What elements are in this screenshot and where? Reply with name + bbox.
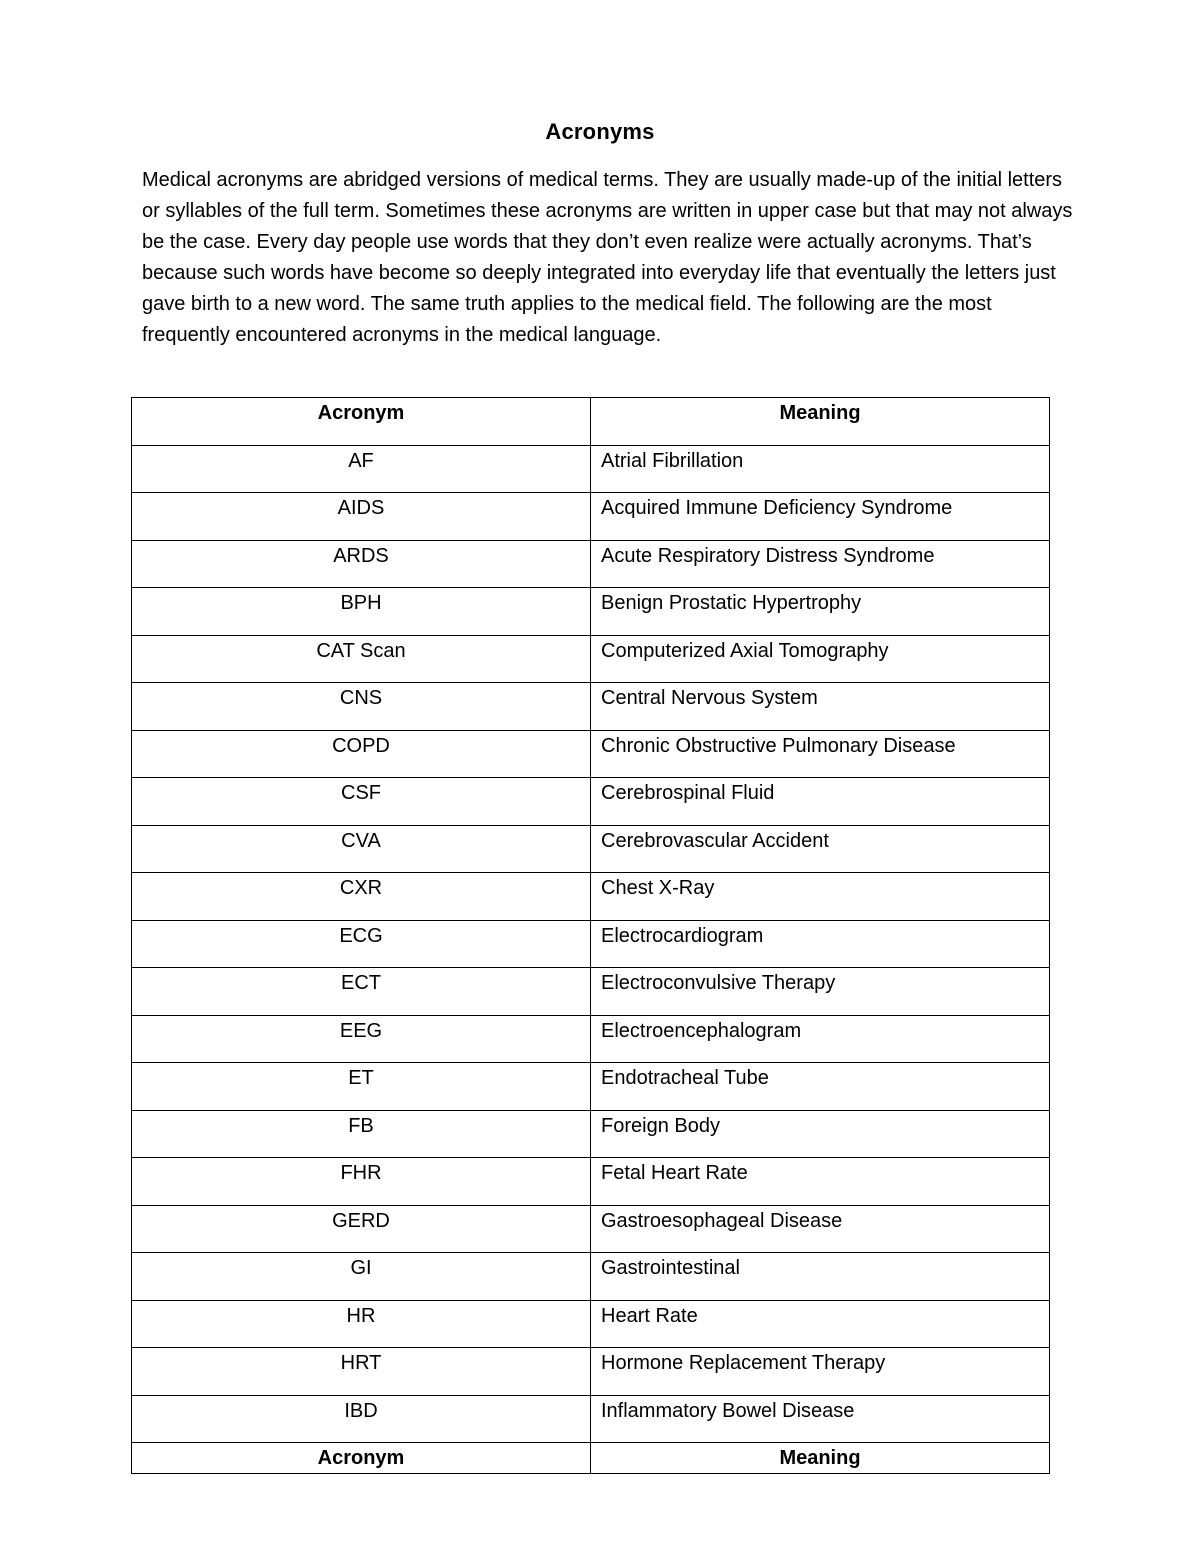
acronym-cell: AF	[132, 445, 591, 493]
meaning-cell: Acute Respiratory Distress Syndrome	[591, 540, 1050, 588]
meaning-cell: Heart Rate	[591, 1300, 1050, 1348]
table-row	[132, 825, 1050, 873]
table-row	[132, 873, 1050, 921]
meaning-cell: Benign Prostatic Hypertrophy	[591, 588, 1050, 636]
acronym-cell: ET	[132, 1063, 591, 1111]
table-row	[132, 968, 1050, 1016]
meaning-cell: Atrial Fibrillation	[591, 445, 1050, 493]
column-header-acronym-repeat: Acronym	[132, 1443, 591, 1474]
meaning-cell: Gastroesophageal Disease	[591, 1205, 1050, 1253]
column-header-acronym: Acronym	[132, 398, 591, 446]
meaning-cell: Foreign Body	[591, 1110, 1050, 1158]
acronym-cell: CNS	[132, 683, 591, 731]
page-title: Acronyms	[545, 119, 655, 144]
meaning-cell: Inflammatory Bowel Disease	[591, 1395, 1050, 1443]
acronym-cell: ECG	[132, 920, 591, 968]
meaning-cell: Fetal Heart Rate	[591, 1158, 1050, 1206]
meaning-cell: Electroconvulsive Therapy	[591, 968, 1050, 1016]
table-row	[132, 588, 1050, 636]
table-header-row	[132, 398, 1050, 446]
acronym-cell: BPH	[132, 588, 591, 636]
table-row	[132, 445, 1050, 493]
table-header-row-repeat	[132, 1443, 1050, 1474]
acronym-cell: FHR	[132, 1158, 591, 1206]
table-row	[132, 778, 1050, 826]
acronym-cell: AIDS	[132, 493, 591, 541]
acronym-cell: CXR	[132, 873, 591, 921]
meaning-cell: Chronic Obstructive Pulmonary Disease	[591, 730, 1050, 778]
table-row	[132, 1015, 1050, 1063]
column-header-meaning-repeat: Meaning	[591, 1443, 1050, 1474]
meaning-cell: Central Nervous System	[591, 683, 1050, 731]
acronym-cell: IBD	[132, 1395, 591, 1443]
acronym-table	[131, 397, 1050, 1474]
acronym-cell: ECT	[132, 968, 591, 1016]
table-row	[132, 1205, 1050, 1253]
acronym-cell: HR	[132, 1300, 591, 1348]
table-row	[132, 1253, 1050, 1301]
table-row	[132, 1110, 1050, 1158]
table-row	[132, 683, 1050, 731]
meaning-cell: Computerized Axial Tomography	[591, 635, 1050, 683]
meaning-cell: Hormone Replacement Therapy	[591, 1348, 1050, 1396]
table-row	[132, 730, 1050, 778]
meaning-cell: Gastrointestinal	[591, 1253, 1050, 1301]
table-row	[132, 1063, 1050, 1111]
table-row	[132, 1395, 1050, 1443]
acronym-cell: HRT	[132, 1348, 591, 1396]
acronym-cell: CSF	[132, 778, 591, 826]
table-row	[132, 920, 1050, 968]
meaning-cell: Endotracheal Tube	[591, 1063, 1050, 1111]
table-row	[132, 540, 1050, 588]
acronym-cell: EEG	[132, 1015, 591, 1063]
intro-paragraph: Medical acronyms are abridged versions of medical terms. They are usually made-up of the initial letters or syllables of the full term. Sometimes these acronyms are written in upper case but that may not always be the case. Every day people use words that they don’t even realize were actually acronyms. That’s because such words have become so deeply integrated into everyday life that eventually the letters just gave birth to a new word. The same truth applies to the medical field. The following are the most frequently encountered acronyms in the medical language.	[142, 169, 1073, 346]
acronym-cell: ARDS	[132, 540, 591, 588]
table-row	[132, 1300, 1050, 1348]
acronym-cell: FB	[132, 1110, 591, 1158]
acronym-cell: CVA	[132, 825, 591, 873]
meaning-cell: Electrocardiogram	[591, 920, 1050, 968]
acronym-cell: GERD	[132, 1205, 591, 1253]
acronym-cell: CAT Scan	[132, 635, 591, 683]
acronym-cell: GI	[132, 1253, 591, 1301]
table-row	[132, 1348, 1050, 1396]
table-row	[132, 493, 1050, 541]
table-row	[132, 1158, 1050, 1206]
meaning-cell: Cerebrovascular Accident	[591, 825, 1050, 873]
meaning-cell: Chest X-Ray	[591, 873, 1050, 921]
meaning-cell: Electroencephalogram	[591, 1015, 1050, 1063]
column-header-meaning: Meaning	[591, 398, 1050, 446]
meaning-cell: Acquired Immune Deficiency Syndrome	[591, 493, 1050, 541]
acronym-cell: COPD	[132, 730, 591, 778]
table-body	[132, 445, 1050, 1443]
meaning-cell: Cerebrospinal Fluid	[591, 778, 1050, 826]
table-row	[132, 635, 1050, 683]
